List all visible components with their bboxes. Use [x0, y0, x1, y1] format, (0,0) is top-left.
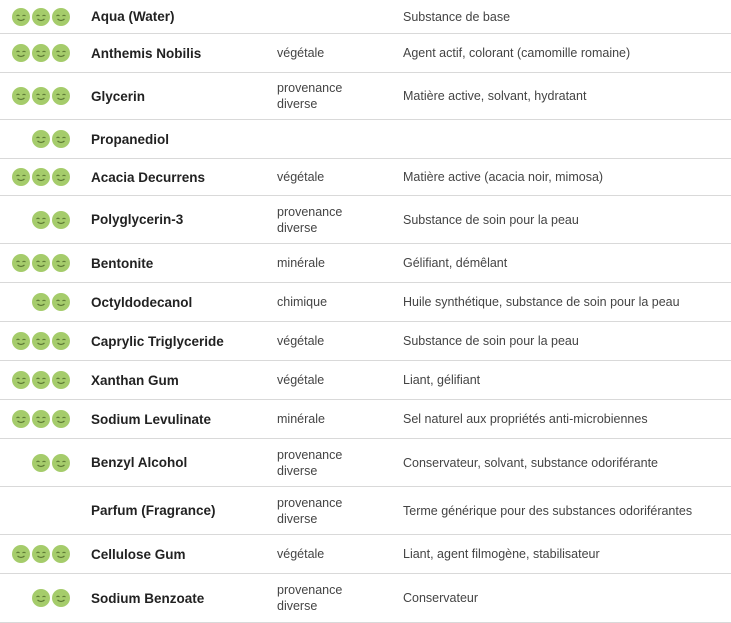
table-row [0, 120, 731, 159]
smiley-face-icon [12, 87, 30, 105]
smiley-face-icon [12, 410, 30, 428]
smiley-face-icon [52, 545, 70, 563]
ingredient-origin: végétale [277, 373, 325, 387]
ingredient-origin: végétale [277, 46, 325, 60]
table-row [0, 574, 731, 623]
ingredient-description: Liant, gélifiant [403, 373, 481, 387]
smiley-face-icon [52, 332, 70, 350]
smiley-face-icon [32, 410, 50, 428]
smiley-face-icon [52, 8, 70, 26]
smiley-face-icon [52, 589, 70, 607]
ingredient-origin: provenance diverse [277, 81, 343, 111]
ingredient-name: Xanthan Gum [91, 372, 179, 388]
table-row [0, 487, 731, 535]
smiley-face-icon [52, 254, 70, 272]
ingredient-description: Liant, agent filmogène, stabilisateur [403, 547, 600, 561]
smiley-face-icon [32, 44, 50, 62]
ingredient-name: Parfum (Fragrance) [91, 503, 216, 518]
smiley-face-icon [52, 168, 70, 186]
table-row [0, 439, 731, 487]
ingredient-name: Polyglycerin-3 [91, 212, 184, 227]
ingredient-name: Benzyl Alcohol [91, 455, 188, 470]
smiley-face-icon [52, 211, 70, 229]
table-row [0, 34, 731, 73]
ingredient-description: Conservateur [403, 591, 479, 605]
ingredient-origin: provenance diverse [277, 495, 343, 526]
ingredient-name: Sodium Benzoate [91, 590, 205, 606]
smiley-face-icon [32, 454, 50, 472]
ingredient-origin: végétale [277, 170, 325, 184]
smiley-face-icon [12, 545, 30, 563]
ingredient-name: Glycerin [91, 88, 146, 104]
rating [0, 574, 72, 622]
smiley-face-icon [12, 8, 30, 26]
rating [0, 283, 72, 321]
table-row [0, 73, 731, 120]
ingredient-name: Bentonite [91, 255, 154, 271]
table-row [0, 244, 731, 283]
smiley-face-icon [12, 168, 30, 186]
ingredient-name: Cellulose Gum [91, 546, 186, 562]
ingredient-origin: végétale [277, 547, 325, 561]
ingredient-description: Substance de soin pour la peau [403, 212, 579, 227]
smiley-face-icon [12, 254, 30, 272]
smiley-face-icon [52, 87, 70, 105]
smiley-face-icon [32, 211, 50, 229]
rating [0, 487, 72, 534]
ingredient-origin: minérale [277, 412, 325, 426]
smiley-face-icon [32, 332, 50, 350]
smiley-face-icon [12, 44, 30, 62]
ingredient-origin: provenance diverse [277, 583, 343, 613]
smiley-face-icon [52, 371, 70, 389]
rating [0, 535, 72, 573]
smiley-face-icon [52, 44, 70, 62]
ingredient-description: Huile synthétique, substance de soin pour la peau [403, 295, 680, 309]
rating [0, 196, 72, 243]
ingredient-name: Octyldodecanol [91, 294, 193, 310]
table-row [0, 535, 731, 574]
table-row [0, 196, 731, 244]
smiley-face-icon [12, 332, 30, 350]
rating [0, 0, 72, 33]
table-row [0, 283, 731, 322]
smiley-face-icon [32, 254, 50, 272]
ingredient-description: Agent actif, colorant (camomille romaine) [403, 46, 631, 60]
ingredient-description: Conservateur, solvant, substance odoriférante [403, 455, 659, 470]
smiley-face-icon [32, 168, 50, 186]
table-row [0, 361, 731, 400]
ingredient-description: Terme générique pour des substances odoriférantes [403, 503, 693, 518]
ingredient-origin: provenance diverse [277, 447, 343, 478]
table-row [0, 0, 731, 34]
ingredient-origin: végétale [277, 334, 325, 348]
rating [0, 120, 72, 158]
table-row [0, 322, 731, 361]
ingredient-name: Sodium Levulinate [91, 411, 212, 427]
smiley-face-icon [32, 8, 50, 26]
ingredient-description: Substance de soin pour la peau [403, 334, 579, 348]
ingredient-name: Aqua (Water) [91, 9, 175, 24]
ingredient-name: Propanediol [91, 131, 170, 147]
rating [0, 34, 72, 72]
rating [0, 439, 72, 486]
ingredient-origin: provenance diverse [277, 204, 343, 235]
smiley-face-icon [52, 130, 70, 148]
smiley-face-icon [32, 545, 50, 563]
ingredient-description: Matière active, solvant, hydratant [403, 89, 587, 103]
ingredient-name: Anthemis Nobilis [91, 45, 202, 61]
rating [0, 159, 72, 195]
smiley-face-icon [52, 410, 70, 428]
ingredient-description: Substance de base [403, 9, 511, 24]
table-row [0, 159, 731, 196]
rating [0, 322, 72, 360]
smiley-face-icon [32, 293, 50, 311]
rating [0, 244, 72, 282]
ingredient-name: Acacia Decurrens [91, 169, 206, 185]
smiley-face-icon [52, 293, 70, 311]
smiley-face-icon [32, 130, 50, 148]
smiley-face-icon [32, 87, 50, 105]
smiley-face-icon [52, 454, 70, 472]
smiley-face-icon [32, 371, 50, 389]
ingredient-origin: minérale [277, 256, 325, 270]
ingredient-description: Gélifiant, démêlant [403, 256, 508, 270]
table-row [0, 400, 731, 439]
smiley-face-icon [12, 371, 30, 389]
smiley-face-icon [32, 589, 50, 607]
ingredient-name: Caprylic Triglyceride [91, 333, 224, 349]
rating [0, 73, 72, 119]
ingredient-description: Sel naturel aux propriétés anti-microbiennes [403, 412, 648, 426]
rating [0, 361, 72, 399]
rating [0, 400, 72, 438]
ingredient-origin: chimique [277, 295, 328, 309]
ingredient-description: Matière active (acacia noir, mimosa) [403, 170, 604, 184]
